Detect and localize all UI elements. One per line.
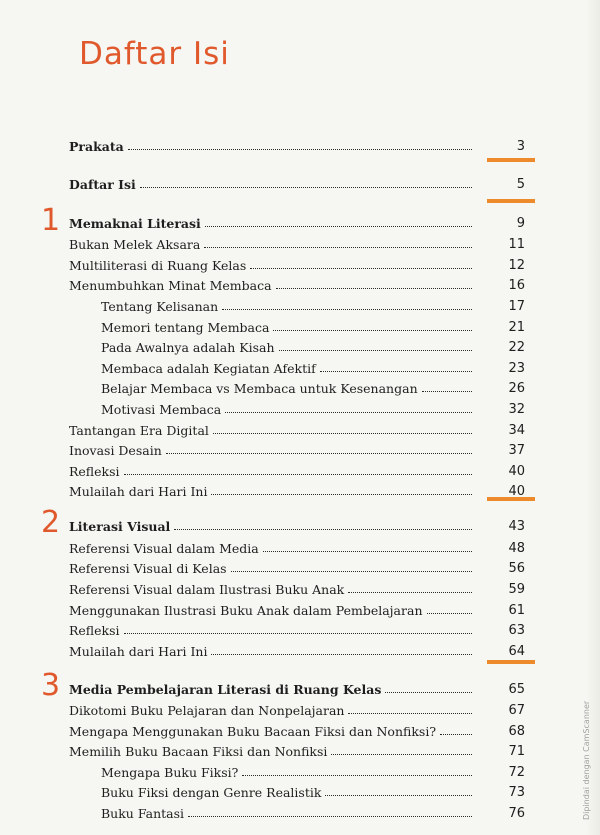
entry-label: Motivasi Membaca bbox=[101, 401, 222, 417]
section-bar bbox=[487, 199, 535, 203]
toc-entry[interactable] bbox=[0, 273, 600, 295]
toc-entry[interactable] bbox=[0, 719, 600, 741]
leader-dots bbox=[128, 149, 472, 150]
entry-page: 68 bbox=[508, 724, 525, 739]
entry-page: 16 bbox=[508, 278, 525, 293]
leader-dots bbox=[273, 330, 472, 331]
toc-entry-daftar-isi[interactable] bbox=[0, 172, 600, 194]
leader-dots bbox=[225, 412, 472, 413]
toc-entry[interactable] bbox=[0, 577, 600, 599]
entry-page: 40 bbox=[508, 464, 525, 479]
toc-entry[interactable] bbox=[0, 556, 600, 578]
leader-dots bbox=[440, 734, 472, 735]
toc-entry[interactable] bbox=[0, 598, 600, 620]
entry-page: 71 bbox=[508, 744, 525, 759]
toc-entry[interactable] bbox=[0, 418, 600, 440]
leader-dots bbox=[385, 692, 472, 693]
entry-label: Mengapa Menggunakan Buku Bacaan Fiksi dan Nonfiksi? bbox=[69, 723, 437, 739]
leader-dots bbox=[242, 775, 472, 776]
toc-entry[interactable] bbox=[0, 356, 600, 378]
toc-entry[interactable] bbox=[0, 438, 600, 460]
leader-dots bbox=[211, 654, 472, 655]
toc-entry[interactable] bbox=[0, 780, 600, 802]
leader-dots bbox=[188, 816, 472, 817]
entry-label: Menumbuhkan Minat Membaca bbox=[69, 277, 272, 293]
leader-dots bbox=[427, 613, 472, 614]
entry-page: 64 bbox=[508, 644, 525, 659]
leader-dots bbox=[231, 571, 472, 572]
entry-label: Mulailah dari Hari Ini bbox=[69, 643, 208, 659]
entry-page: 72 bbox=[508, 765, 525, 780]
leader-dots bbox=[263, 551, 472, 552]
entry-page: 34 bbox=[508, 423, 525, 438]
leader-dots bbox=[213, 433, 472, 434]
toc-entry[interactable] bbox=[0, 335, 600, 357]
leader-dots bbox=[250, 268, 472, 269]
entry-page: 5 bbox=[516, 177, 525, 192]
entry-label: Menggunakan Ilustrasi Buku Anak dalam Pembelajaran bbox=[69, 602, 423, 618]
entry-page: 76 bbox=[508, 806, 525, 821]
leader-dots bbox=[166, 453, 472, 454]
toc-entry-chapter-1[interactable] bbox=[0, 211, 600, 233]
entry-label: Buku Fiksi dengan Genre Realistik bbox=[101, 784, 322, 800]
toc-entry-chapter-3[interactable] bbox=[0, 677, 600, 699]
entry-page: 11 bbox=[508, 237, 525, 252]
entry-label: Memori tentang Membaca bbox=[101, 319, 270, 335]
toc-entry[interactable] bbox=[0, 639, 600, 661]
entry-label: Daftar Isi bbox=[69, 176, 136, 192]
entry-label: Dikotomi Buku Pelajaran dan Nonpelajaran bbox=[69, 702, 345, 718]
leader-dots bbox=[222, 309, 472, 310]
entry-page: 43 bbox=[508, 519, 525, 534]
leader-dots bbox=[204, 247, 472, 248]
toc-entry[interactable] bbox=[0, 397, 600, 419]
entry-page: 56 bbox=[508, 561, 525, 576]
entry-label: Multiliterasi di Ruang Kelas bbox=[69, 257, 247, 273]
entry-page: 59 bbox=[508, 582, 525, 597]
leader-dots bbox=[205, 226, 472, 227]
toc-entry[interactable] bbox=[0, 315, 600, 337]
entry-page: 26 bbox=[508, 381, 525, 396]
leader-dots bbox=[422, 391, 472, 392]
chapter-number-2: 2 bbox=[41, 505, 61, 540]
toc-entry-prakata[interactable] bbox=[0, 134, 600, 156]
leader-dots bbox=[325, 795, 472, 796]
entry-label: Referensi Visual dalam Ilustrasi Buku Anak bbox=[69, 581, 345, 597]
entry-label: Refleksi bbox=[69, 622, 120, 638]
entry-page: 65 bbox=[508, 682, 525, 697]
entry-label: Memaknai Literasi bbox=[69, 215, 201, 231]
entry-label: Mulailah dari Hari Ini bbox=[69, 483, 208, 499]
entry-label: Referensi Visual di Kelas bbox=[69, 560, 227, 576]
entry-label: Bukan Melek Aksara bbox=[69, 236, 201, 252]
toc-entry[interactable] bbox=[0, 801, 600, 823]
entry-page: 37 bbox=[508, 443, 525, 458]
entry-page: 12 bbox=[508, 258, 525, 273]
leader-dots bbox=[174, 529, 472, 530]
toc-entry[interactable] bbox=[0, 294, 600, 316]
entry-label: Tentang Kelisanan bbox=[101, 298, 219, 314]
entry-page: 61 bbox=[508, 603, 525, 618]
entry-label: Membaca adalah Kegiatan Afektif bbox=[101, 360, 316, 376]
entry-label: Memilih Buku Bacaan Fiksi dan Nonfiksi bbox=[69, 743, 328, 759]
entry-page: 9 bbox=[516, 216, 525, 231]
entry-label: Tantangan Era Digital bbox=[69, 422, 209, 438]
toc-entry-chapter-2[interactable] bbox=[0, 514, 600, 536]
entry-page: 21 bbox=[508, 320, 525, 335]
entry-label: Mengapa Buku Fiksi? bbox=[101, 764, 239, 780]
leader-dots bbox=[124, 633, 472, 634]
entry-label: Referensi Visual dalam Media bbox=[69, 540, 259, 556]
chapter-number-3: 3 bbox=[41, 668, 61, 703]
entry-page: 63 bbox=[508, 623, 525, 638]
toc-entry[interactable] bbox=[0, 479, 600, 501]
toc-entry[interactable] bbox=[0, 253, 600, 275]
scanner-watermark: Dipindai dengan CamScanner bbox=[582, 700, 591, 820]
leader-dots bbox=[348, 592, 472, 593]
chapter-number-1: 1 bbox=[41, 203, 61, 238]
leader-dots bbox=[331, 754, 472, 755]
toc-entry[interactable] bbox=[0, 459, 600, 481]
section-bar bbox=[487, 158, 535, 162]
page-title: Daftar Isi bbox=[79, 36, 230, 72]
leader-dots bbox=[140, 187, 472, 188]
entry-page: 73 bbox=[508, 785, 525, 800]
leader-dots bbox=[279, 350, 472, 351]
toc-entry[interactable] bbox=[0, 536, 600, 558]
entry-page: 17 bbox=[508, 299, 525, 314]
entry-page: 3 bbox=[516, 139, 525, 154]
entry-label: Belajar Membaca vs Membaca untuk Kesenangan bbox=[101, 380, 418, 396]
leader-dots bbox=[348, 713, 472, 714]
leader-dots bbox=[124, 474, 472, 475]
entry-label: Literasi Visual bbox=[69, 518, 171, 534]
leader-dots bbox=[276, 288, 472, 289]
toc-entry[interactable] bbox=[0, 760, 600, 782]
entry-page: 40 bbox=[508, 484, 525, 499]
entry-label: Inovasi Desain bbox=[69, 442, 162, 458]
entry-page: 22 bbox=[508, 340, 525, 355]
toc-entry[interactable] bbox=[0, 698, 600, 720]
leader-dots bbox=[211, 494, 472, 495]
entry-label: Buku Fantasi bbox=[101, 805, 185, 821]
entry-page: 67 bbox=[508, 703, 525, 718]
toc-entry[interactable] bbox=[0, 618, 600, 640]
entry-label: Media Pembelajaran Literasi di Ruang Kelas bbox=[69, 681, 382, 697]
toc-entry[interactable] bbox=[0, 739, 600, 761]
entry-label: Refleksi bbox=[69, 463, 120, 479]
entry-page: 23 bbox=[508, 361, 525, 376]
toc-entry[interactable] bbox=[0, 232, 600, 254]
leader-dots bbox=[320, 371, 472, 372]
entry-page: 48 bbox=[508, 541, 525, 556]
entry-label: Prakata bbox=[69, 138, 124, 154]
toc-entry[interactable] bbox=[0, 376, 600, 398]
entry-page: 32 bbox=[508, 402, 525, 417]
entry-label: Pada Awalnya adalah Kisah bbox=[101, 339, 275, 355]
